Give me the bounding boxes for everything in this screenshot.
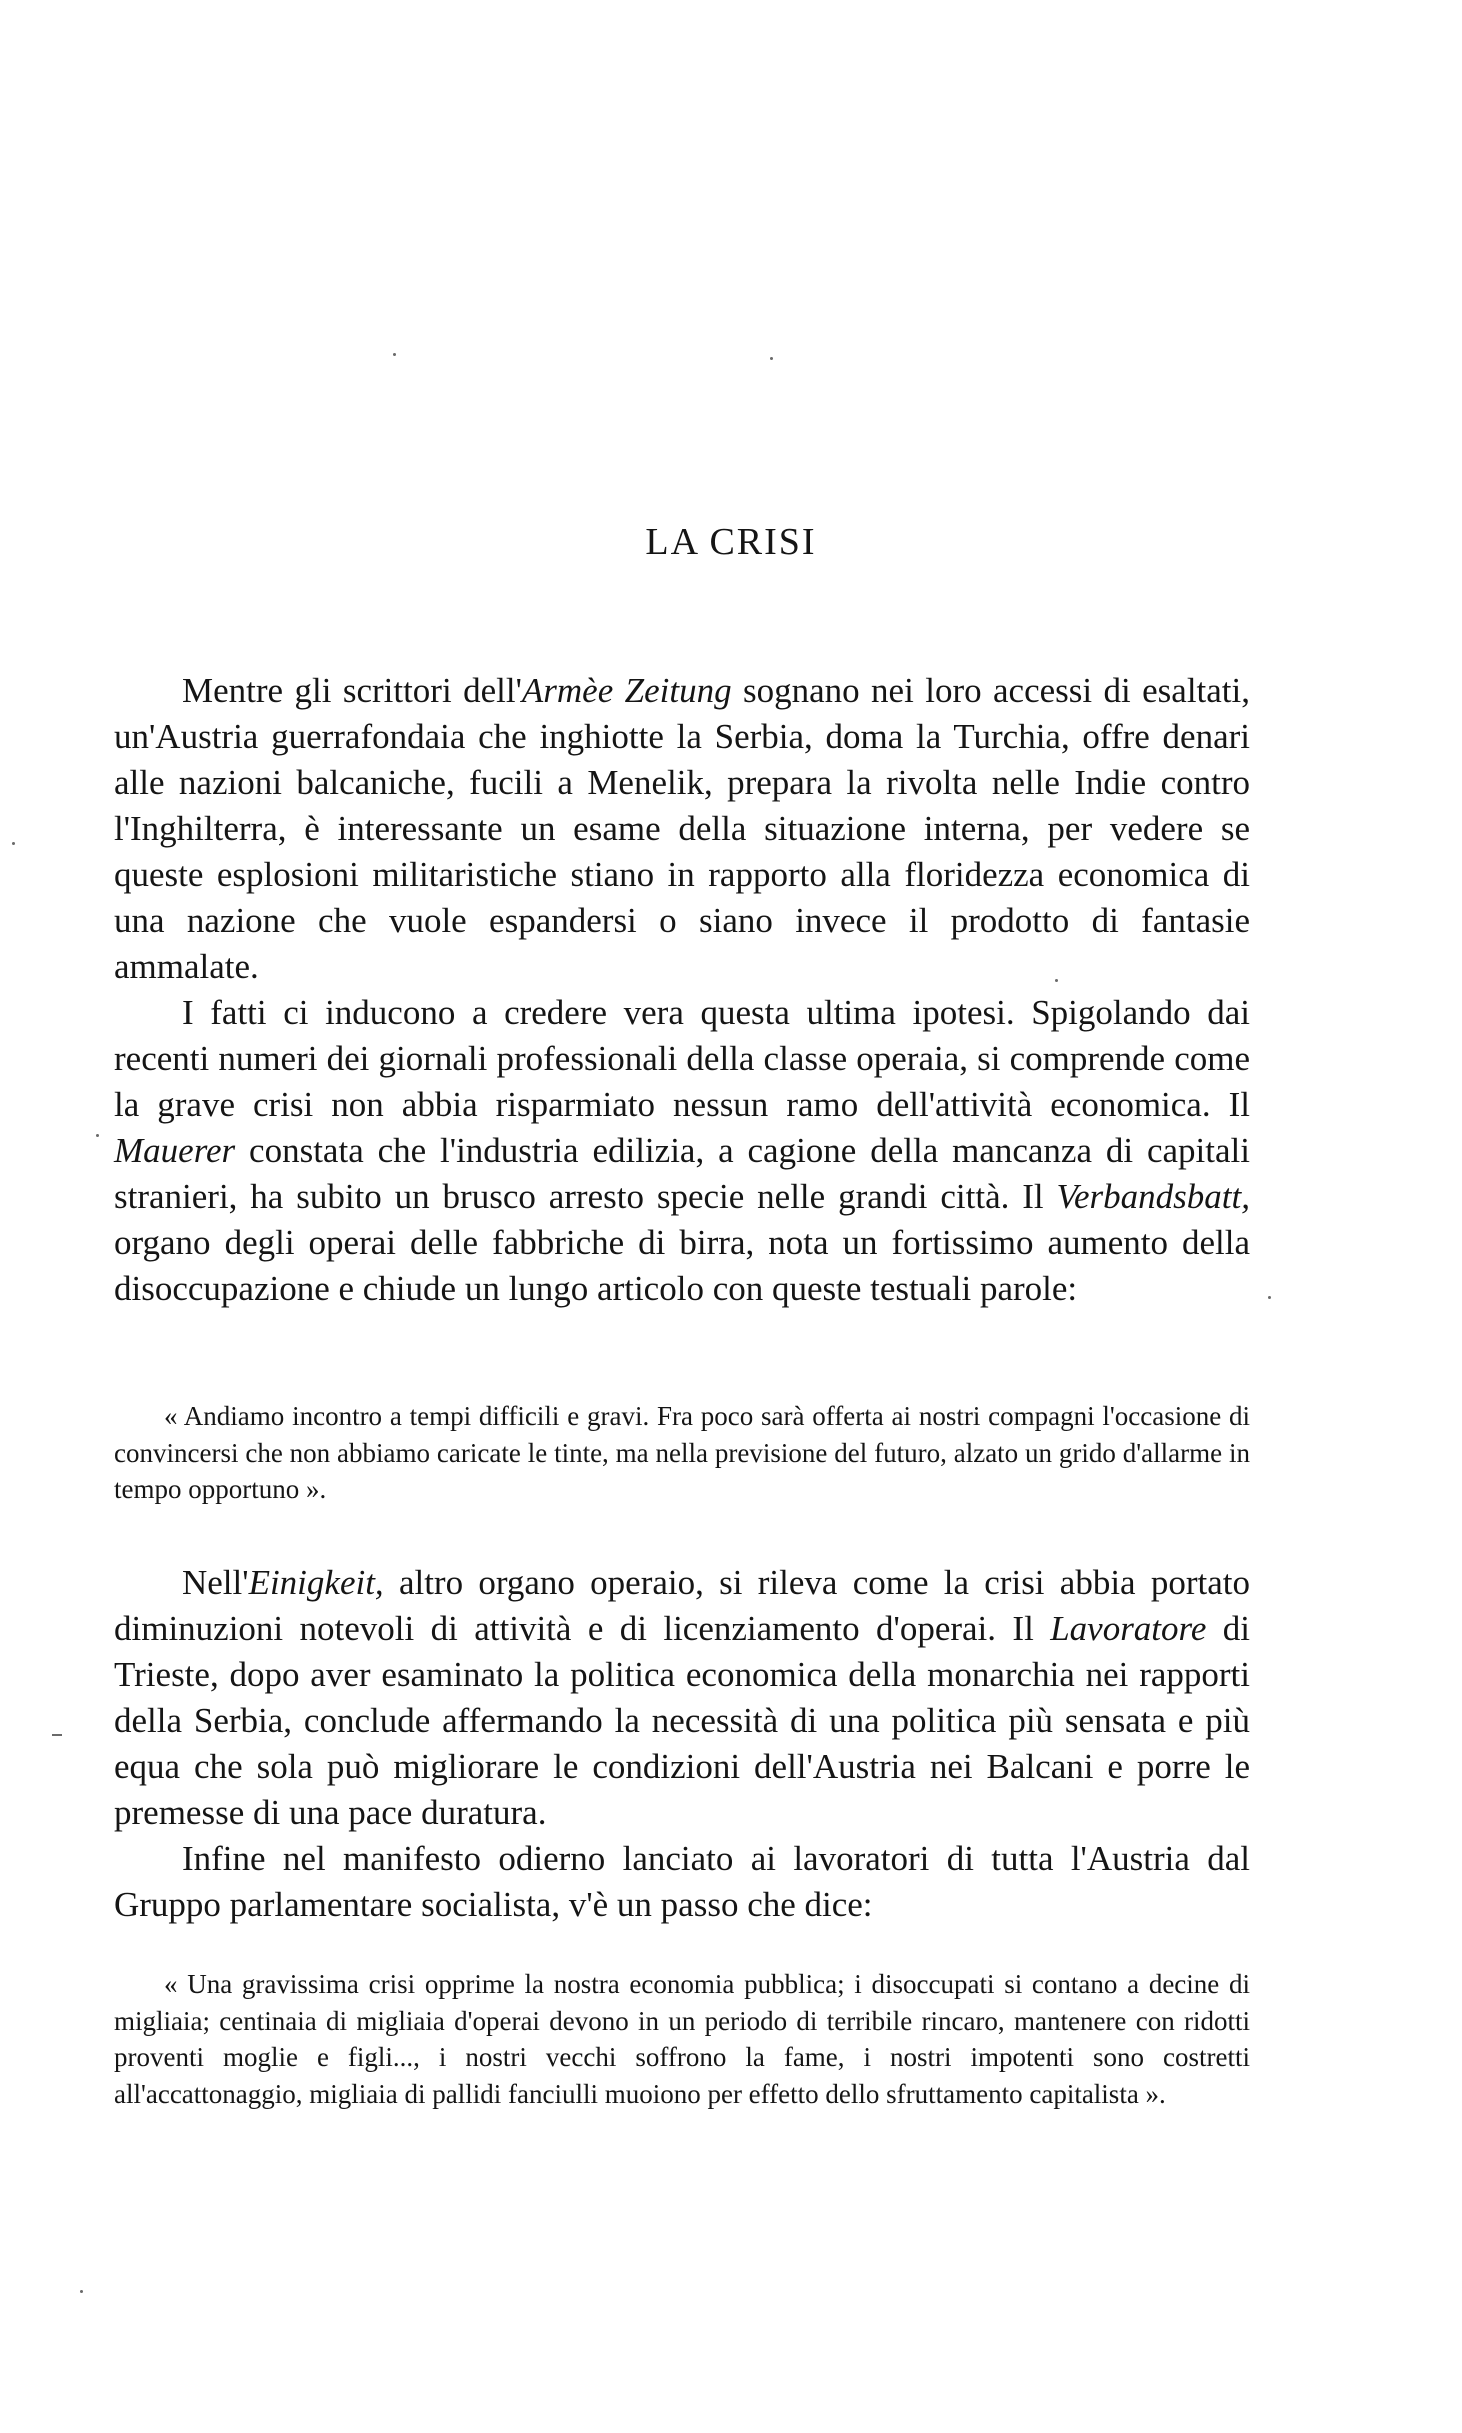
page-title: LA CRISI bbox=[645, 521, 817, 563]
paragraph-3-italic-lavoratore: Lavoratore bbox=[1050, 1609, 1207, 1648]
paragraph-2 bbox=[114, 990, 1250, 1312]
scan-speck bbox=[96, 1134, 99, 1137]
paragraph-3-text-a: Nell' bbox=[182, 1563, 249, 1602]
scan-speck bbox=[52, 1734, 62, 1736]
quote-block-1 bbox=[114, 1398, 1250, 1508]
paragraph-1-text-a: Mentre gli scrittori dell' bbox=[182, 671, 522, 710]
scan-speck bbox=[1055, 979, 1058, 982]
paragraph-3-italic-einigkeit: Einigkeit, bbox=[248, 1563, 384, 1602]
paragraph-2-italic-verbandsbatt: Verbandsbatt, bbox=[1056, 1177, 1250, 1216]
paragraph-2-text-c: organo degli operai delle fabbriche di birra, nota un fortissimo aumento della disoccupazione e chiude un lungo articolo con queste testuali parole: bbox=[114, 1223, 1250, 1308]
scan-speck bbox=[1268, 1296, 1271, 1299]
scan-speck bbox=[80, 2290, 83, 2293]
body-section-1 bbox=[114, 668, 1250, 1312]
paragraph-1-italic-title: Armèe Zeitung bbox=[521, 671, 732, 710]
quote-block-2 bbox=[114, 1966, 1250, 2112]
quote-2-text: « Una gravissima crisi opprime la nostra economia pubblica; i disoccupati si contano a decine di migliaia; centinaia di migliaia d'operai devono in un periodo di terribile rincaro, mantenere con ridotti proventi moglie e figli..., i nostri vecchi soffrono la fame, i nostri impotenti sono costretti all'accattonaggio, migliaia di pallidi fanciulli muoiono per effetto dello sfruttamento capitalista ». bbox=[114, 1969, 1250, 2109]
quote-1-text: « Andiamo incontro a tempi difficili e gravi. Fra poco sarà offerta ai nostri compagni l'occasione di convincersi che non abbiamo caricate le tinte, ma nella previsione del futuro, alzato un grido d'allarme in tempo opportuno ». bbox=[114, 1401, 1250, 1504]
scan-speck bbox=[12, 842, 15, 845]
body-section-2 bbox=[114, 1560, 1250, 1928]
scan-speck bbox=[770, 357, 773, 360]
paragraph-3 bbox=[114, 1560, 1250, 1836]
paragraph-1-text-b: sognano nei loro accessi di esaltati, un'Austria guerrafondaia che inghiotte la Serbia, doma la Turchia, offre denari alle nazioni balcaniche, fucili a Menelik, prepara la rivolta nelle Indie contro l'Inghilterra, è interessante un esame della situazione interna, per vedere se queste esplosioni militaristiche stiano in rapporto alla floridezza economica di una nazione che vuole espandersi o siano invece il prodotto di fantasie ammalate. bbox=[114, 671, 1251, 986]
paragraph-2-text-a: I fatti ci inducono a credere vera questa ultima ipotesi. Spigolando dai recenti numeri dei giornali professionali della classe operaia, si comprende come la grave crisi non abbia risparmiato nessun ramo dell'attività economica. Il bbox=[114, 993, 1250, 1124]
paragraph-2-text-b: constata che l'industria edilizia, a cagione della mancanza di capitali stranieri, ha subito un brusco arresto specie nelle grandi città. Il bbox=[114, 1131, 1250, 1216]
paragraph-4: Infine nel manifesto odierno lanciato ai lavoratori di tutta l'Austria dal Gruppo parlamentare socialista, v'è un passo che dice: bbox=[114, 1839, 1250, 1924]
paragraph-1 bbox=[114, 668, 1250, 990]
scan-speck bbox=[393, 353, 396, 356]
paragraph-3-text-b: altro organo operaio, si rileva come la crisi abbia portato diminuzioni notevoli di attività e di licenziamento d'operai. Il bbox=[114, 1563, 1250, 1648]
paragraph-2-italic-mauerer: Mauerer bbox=[114, 1131, 236, 1170]
paragraph-3-text-c: di Trieste, dopo aver esaminato la politica economica della monarchia nei rapporti della Serbia, conclude affermando la necessità di una politica più sensata e più equa che sola può migliorare le condizioni dell'Austria nei Balcani e porre le premesse di una pace duratura. bbox=[114, 1609, 1250, 1832]
